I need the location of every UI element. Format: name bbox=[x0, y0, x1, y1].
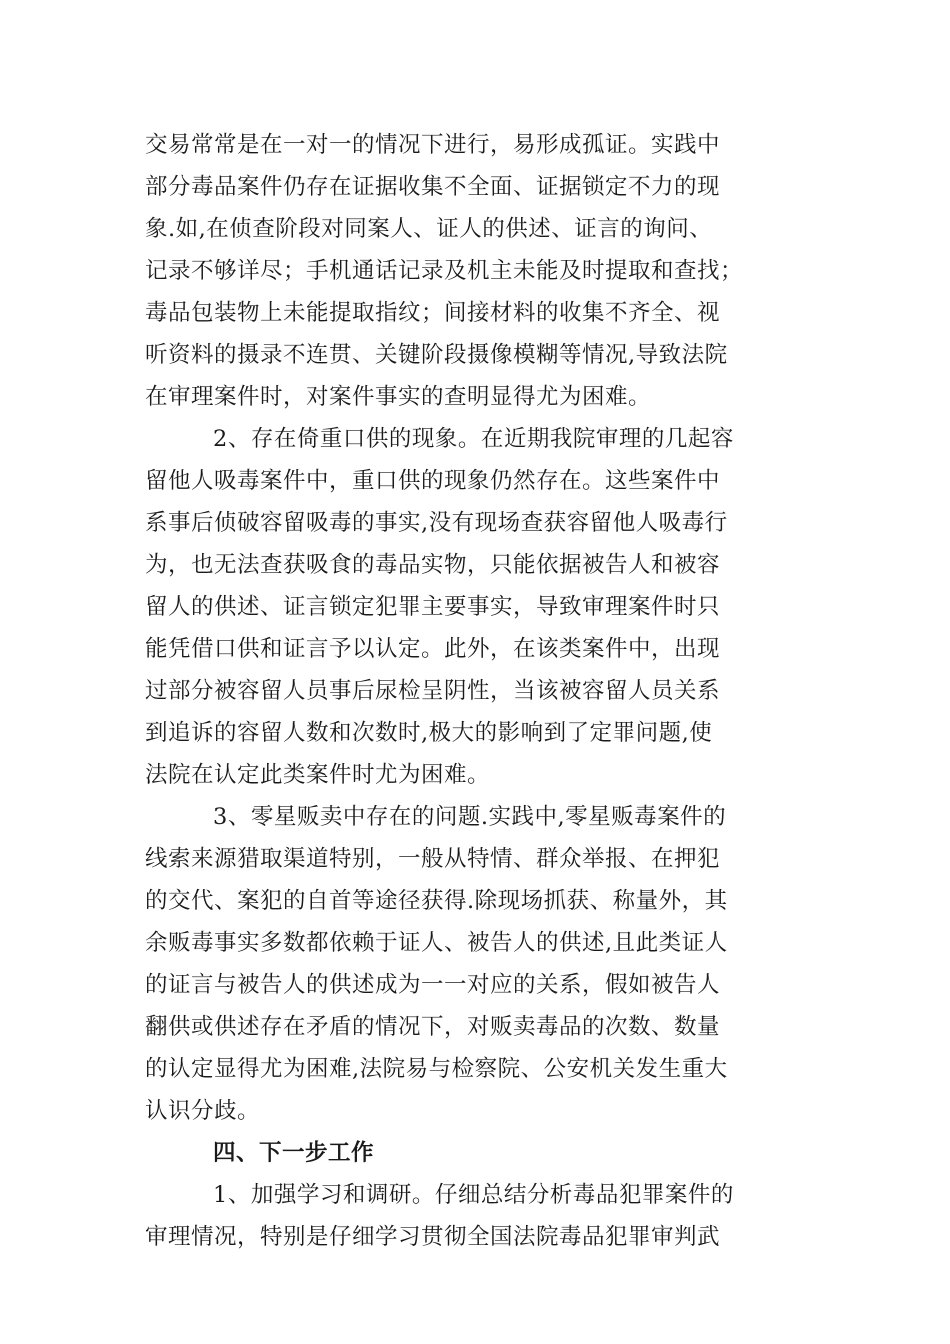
document-page bbox=[145, 124, 805, 1258]
text-line: 在审理案件时，对案件事实的查明显得尤为困难。 bbox=[145, 384, 652, 410]
text-line: 到追诉的容留人数和次数时,极大的影响到了定罪问题,使 bbox=[145, 720, 713, 746]
text-line: 部分毒品案件仍存在证据收集不全面、证据锁定不力的现 bbox=[145, 174, 721, 200]
text-line: 能凭借口供和证言予以认定。此外，在该类案件中，出现 bbox=[145, 636, 721, 662]
section-heading-text: 四、下一步工作 bbox=[213, 1140, 375, 1166]
paragraph-evidence-collection bbox=[145, 124, 805, 418]
paragraph-retail-trafficking bbox=[145, 796, 805, 1132]
text-line: 记录不够详尽；手机通话记录及机主未能及时提取和查找； bbox=[145, 258, 744, 284]
text-line: 系事后侦破容留吸毒的事实,没有现场查获容留他人吸毒行 bbox=[145, 510, 728, 536]
text-line: 过部分被容留人员事后尿检呈阴性，当该被容留人员关系 bbox=[145, 678, 721, 704]
text-line: 线索来源猎取渠道特别，一般从特情、群众举报、在押犯 bbox=[145, 846, 721, 872]
text-line: 象.如,在侦查阶段对同案人、证人的供述、证言的询问、 bbox=[145, 216, 713, 242]
section-heading bbox=[145, 1132, 805, 1174]
text-line: 的证言与被告人的供述成为一一对应的关系，假如被告人 bbox=[145, 972, 721, 998]
text-line: 的认定显得尤为困难,法院易与检察院、公安机关发生重大 bbox=[145, 1056, 728, 1082]
paragraph-study-research bbox=[145, 1174, 805, 1258]
text-line: 3、零星贩卖中存在的问题.实践中,零星贩毒案件的 bbox=[213, 804, 727, 830]
text-line: 2、存在倚重口供的现象。在近期我院审理的几起容 bbox=[213, 426, 734, 452]
paragraph-confession-reliance bbox=[145, 418, 805, 796]
text-line: 留他人吸毒案件中，重口供的现象仍然存在。这些案件中 bbox=[145, 468, 721, 494]
text-line: 听资料的摄录不连贯、关键阶段摄像模糊等情况,导致法院 bbox=[145, 342, 728, 368]
text-line: 1、加强学习和调研。仔细总结分析毒品犯罪案件的 bbox=[213, 1182, 734, 1208]
text-line: 翻供或供述存在矛盾的情况下，对贩卖毒品的次数、数量 bbox=[145, 1014, 721, 1040]
text-line: 审理情况，特别是仔细学习贯彻全国法院毒品犯罪审判武 bbox=[145, 1224, 721, 1250]
text-line: 毒品包装物上未能提取指纹；间接材料的收集不齐全、视 bbox=[145, 300, 721, 326]
text-line: 法院在认定此类案件时尤为困难。 bbox=[145, 762, 491, 788]
text-line: 的交代、案犯的自首等途径获得.除现场抓获、称量外，其 bbox=[145, 888, 728, 914]
text-line: 余贩毒事实多数都依赖于证人、被告人的供述,且此类证人 bbox=[145, 930, 728, 956]
text-line: 留人的供述、证言锁定犯罪主要事实，导致审理案件时只 bbox=[145, 594, 721, 620]
text-line: 交易常常是在一对一的情况下进行，易形成孤证。实践中 bbox=[145, 132, 721, 158]
text-line: 为，也无法查获吸食的毒品实物，只能依据被告人和被容 bbox=[145, 552, 721, 578]
text-line: 认识分歧。 bbox=[145, 1098, 261, 1124]
